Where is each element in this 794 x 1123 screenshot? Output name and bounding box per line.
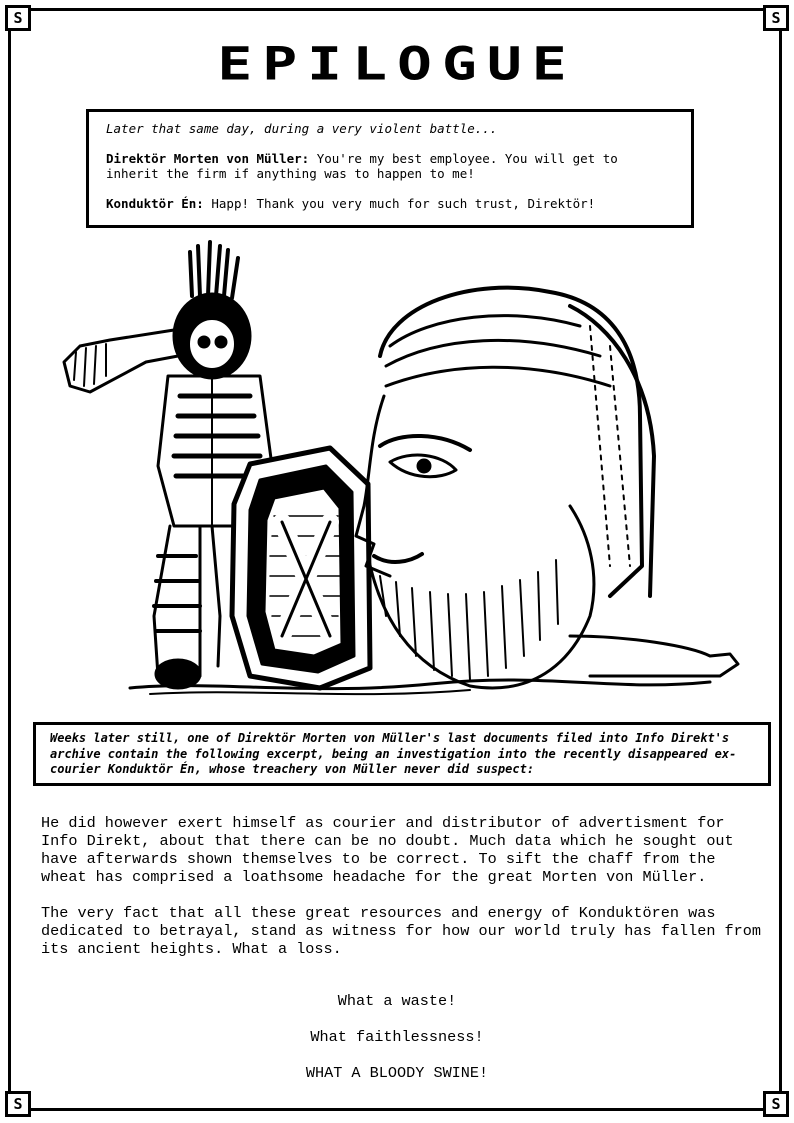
speaker-name: Direktör Morten von Müller: bbox=[106, 151, 310, 166]
shield bbox=[232, 448, 370, 688]
corner-ornament-bottom-left: S bbox=[5, 1091, 31, 1117]
soldier-leg-right bbox=[212, 526, 220, 666]
soldier-plume bbox=[190, 242, 238, 298]
closing-lines bbox=[0, 992, 794, 1100]
comic-illustration bbox=[50, 236, 750, 706]
excerpt-paragraph: The very fact that all these great resources and energy of Konduktören was dedicated to betrayal, stand as witness for how our world truly has fallen from its ancient heights. What a loss. bbox=[41, 904, 762, 958]
page-title bbox=[0, 34, 794, 94]
excerpt-body bbox=[41, 814, 761, 976]
turban bbox=[380, 288, 642, 596]
dialog-line-muller bbox=[106, 151, 675, 181]
corner-ornament-top-left: S bbox=[5, 5, 31, 31]
dialog-text: Happ! Thank you very much for such trust, Direktör! bbox=[203, 196, 596, 211]
bearded-man bbox=[356, 288, 738, 688]
closing-line: WHAT A BLOODY SWINE! bbox=[305, 1064, 489, 1082]
shoulder bbox=[570, 636, 738, 676]
corner-ornament-bottom-right: S bbox=[763, 1091, 789, 1117]
caption-text: Weeks later still, one of Direktör Morten von Müller's last documents filed into Info Direkt's archive contain the following excerpt, being an investigation into the recently disappeared ex-courier Konduktör Én, whose treachery von Müller never did suspect: bbox=[50, 731, 737, 776]
speaker-name: Konduktör Én: bbox=[106, 196, 204, 211]
beard bbox=[368, 506, 594, 688]
closing-line: What a waste! bbox=[337, 992, 457, 1010]
caption-box bbox=[33, 722, 771, 786]
dialog-line-en bbox=[106, 196, 675, 211]
page-title-text: EPILOGUE bbox=[217, 37, 577, 91]
ground-line bbox=[130, 680, 710, 689]
dialog-box bbox=[86, 109, 694, 228]
excerpt-paragraph: He did however exert himself as courier and distributor of advertisment for Info Direkt, about that there can be no doubt. Much data which he sought out have afterwards shown themselves to be correct. To sift the chaff from the wheat has comprised a loathsome headache for the great Morten von Müller. bbox=[41, 814, 734, 886]
closing-line: What faithlessness! bbox=[310, 1028, 484, 1046]
corner-ornament-top-right: S bbox=[763, 5, 789, 31]
dialog-text: You're my best employee. You will get to inherit the firm if anything was to happen to me! bbox=[106, 151, 618, 181]
soldier-saluting-arm bbox=[64, 330, 178, 392]
narration-text: Later that same day, during a very violent battle... bbox=[106, 121, 498, 136]
soldier-leg-left bbox=[154, 526, 200, 676]
